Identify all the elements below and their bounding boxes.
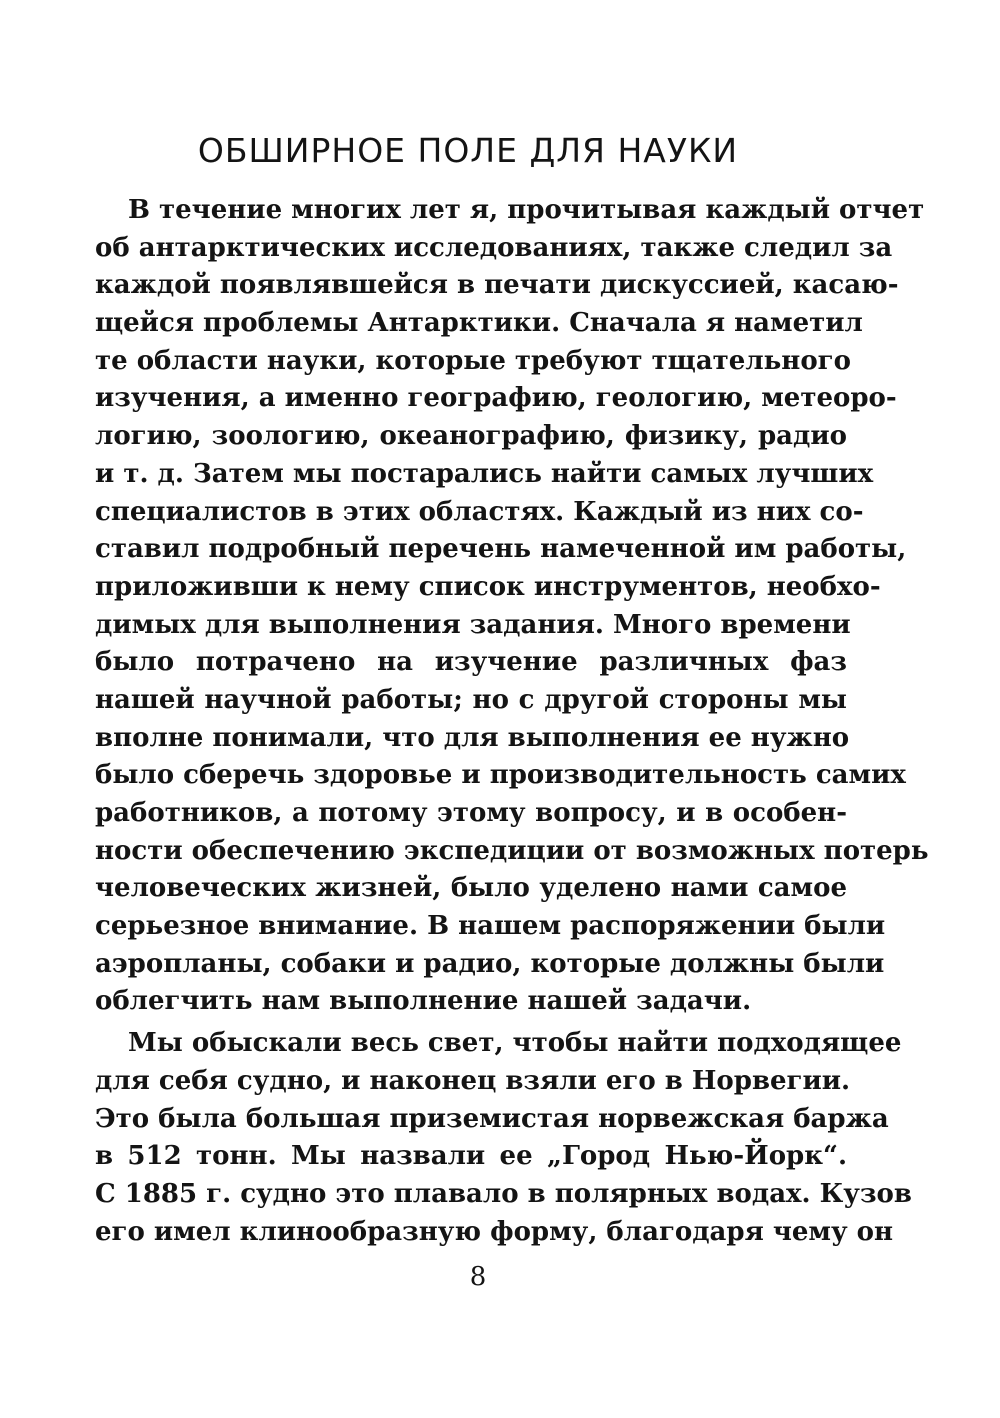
- text-line: логию, зоологию, океанографию, физику, радио: [95, 421, 847, 452]
- text-line: В течение многих лет я, прочитывая каждый отчет: [128, 195, 925, 225]
- text-line: было сберечь здоровье и производительность самих: [95, 760, 906, 791]
- text-line: его имел клинообразную форму, благодаря чему он: [95, 1216, 894, 1247]
- text-line: приложивши к нему список инструментов, необхо-: [95, 571, 881, 602]
- text-line: аэропланы, собаки и радио, которые должны были: [95, 948, 885, 979]
- text-line: Это была большая приземистая норвежская баржа: [95, 1103, 889, 1134]
- text-line: щейся проблемы Антарктики. Сначала я наметил: [95, 308, 863, 339]
- text-line: каждой появлявшейся в печати дискуссией, касаю-: [95, 270, 899, 301]
- body-text: [95, 192, 929, 1251]
- text-line: нашей научной работы; но с другой стороны мы: [95, 684, 847, 715]
- chapter-title: ОБШИРНОЕ ПОЛЕ ДЛЯ НАУКИ: [197, 131, 739, 170]
- text-line: было потрачено на изучение различных фаз: [95, 647, 847, 678]
- text-line: вполне понимали, что для выполнения ее нужно: [95, 722, 850, 753]
- text-line: серьезное внимание. В нашем распоряжении были: [95, 911, 886, 942]
- text-line: работников, а потому этому вопросу, и в особен-: [95, 798, 847, 828]
- text-line: облегчить нам выполнение нашей задачи.: [95, 986, 752, 1017]
- text-line: человеческих жизней, было уделено нами самое: [95, 873, 847, 904]
- text-line: ности обеспечению экспедиции от возможных потерь: [95, 835, 929, 866]
- text-line: для себя судно, и наконец взяли его в Норвегии.: [95, 1065, 851, 1096]
- paragraph-1: [95, 192, 929, 1021]
- text-line: С 1885 г. судно это плавало в полярных водах. Кузов: [95, 1178, 912, 1209]
- text-line: в 512 тонн. Мы назвали ее „Город Нью-Йорк“.: [95, 1141, 847, 1172]
- text-line: об антарктических исследованиях, также следил за: [95, 232, 893, 263]
- text-line: и т. д. Затем мы постарались найти самых лучших: [95, 458, 874, 489]
- text-line: изучения, а именно географию, геологию, метеоро-: [95, 383, 897, 414]
- page-number: 8: [469, 1262, 487, 1292]
- paragraph-2: [95, 1025, 912, 1251]
- text-line: специалистов в этих областях. Каждый из них со-: [95, 496, 864, 527]
- text-line: те области науки, которые требуют тщательного: [95, 345, 851, 376]
- text-line: ставил подробный перечень намеченной им работы,: [95, 534, 907, 565]
- text-line: димых для выполнения задания. Много времени: [95, 609, 851, 640]
- text-line: Мы обыскали весь свет, чтобы найти подходящее: [128, 1028, 902, 1059]
